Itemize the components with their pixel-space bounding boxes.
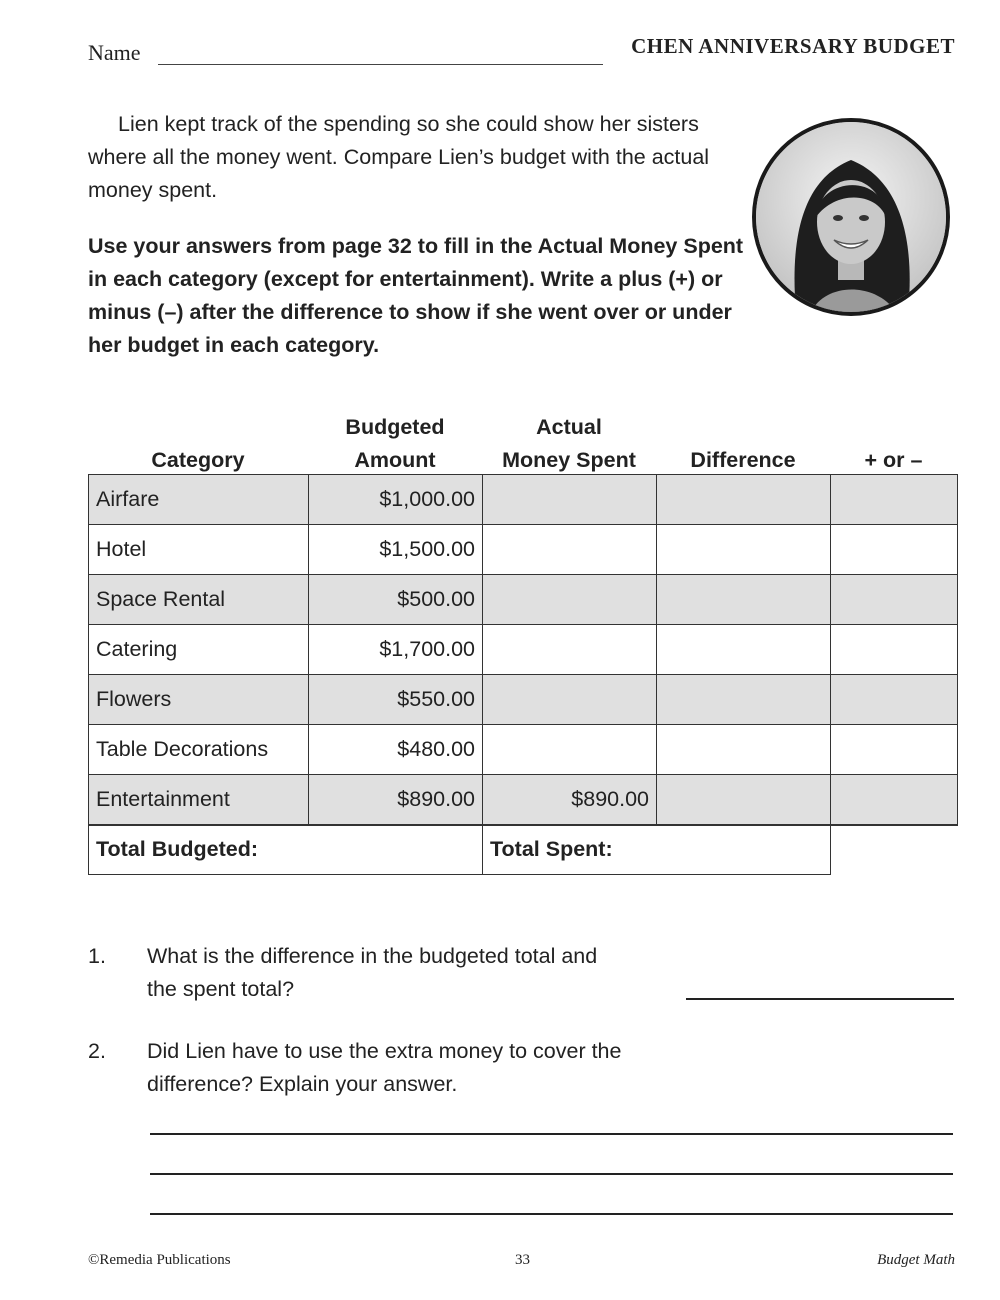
sign-cell[interactable]	[831, 575, 958, 625]
actual-cell[interactable]	[483, 625, 657, 675]
sign-cell[interactable]	[831, 525, 958, 575]
category-cell: Catering	[89, 625, 309, 675]
actual-cell[interactable]	[483, 475, 657, 525]
footer-page-number: 33	[515, 1252, 530, 1268]
difference-cell[interactable]	[657, 625, 831, 675]
table-row	[89, 675, 958, 725]
question-1-line2: the spent total?	[147, 977, 295, 1001]
budgeted-cell: $1,000.00	[309, 475, 483, 525]
category-cell: Entertainment	[89, 775, 309, 825]
sign-cell[interactable]	[831, 625, 958, 675]
actual-cell[interactable]	[483, 525, 657, 575]
difference-cell[interactable]	[657, 525, 831, 575]
header-difference: Difference	[690, 448, 796, 472]
answer-2-line-1[interactable]	[150, 1133, 953, 1135]
table-row	[89, 475, 958, 525]
empty-cell	[831, 825, 958, 875]
total-spent-cell[interactable]	[483, 825, 831, 875]
sign-cell[interactable]	[831, 475, 958, 525]
header-actual-line2: Money Spent	[502, 448, 636, 472]
woman-portrait-icon	[756, 122, 946, 312]
page-title: CHEN ANNIVERSARY BUDGET	[631, 34, 955, 58]
difference-cell[interactable]	[657, 725, 831, 775]
sign-cell[interactable]	[831, 675, 958, 725]
footer-publisher: ©Remedia Publications	[88, 1252, 231, 1268]
actual-cell[interactable]	[483, 725, 657, 775]
table-row	[89, 575, 958, 625]
category-cell: Airfare	[89, 475, 309, 525]
table-row	[89, 525, 958, 575]
answer-1-line[interactable]	[686, 998, 954, 1000]
table-row	[89, 775, 958, 825]
total-budgeted-cell[interactable]	[89, 825, 483, 875]
difference-cell[interactable]	[657, 475, 831, 525]
total-budgeted-label: Total Budgeted:	[96, 837, 259, 862]
question-1-number: 1.	[88, 944, 106, 968]
actual-cell[interactable]	[483, 675, 657, 725]
difference-cell[interactable]	[657, 575, 831, 625]
sign-cell[interactable]	[831, 775, 958, 825]
budgeted-cell: $1,700.00	[309, 625, 483, 675]
difference-cell[interactable]	[657, 775, 831, 825]
totals-row	[89, 825, 958, 875]
question-2-line1: Did Lien have to use the extra money to cover the	[147, 1039, 622, 1063]
header-sign: + or –	[864, 448, 923, 472]
budget-table	[88, 474, 958, 875]
name-input-line[interactable]	[158, 64, 603, 65]
category-cell: Flowers	[89, 675, 309, 725]
actual-cell: $890.00	[483, 775, 657, 825]
total-spent-label: Total Spent:	[490, 837, 613, 862]
budgeted-cell: $550.00	[309, 675, 483, 725]
sign-cell[interactable]	[831, 725, 958, 775]
answer-2-line-2[interactable]	[150, 1173, 953, 1175]
table-row	[89, 625, 958, 675]
question-2-number: 2.	[88, 1039, 106, 1063]
intro-paragraph	[88, 108, 748, 207]
table-row	[89, 725, 958, 775]
budgeted-cell: $1,500.00	[309, 525, 483, 575]
category-cell: Space Rental	[89, 575, 309, 625]
intro-text: Lien kept track of the spending so she could show her sisters where all the money went. Compare Lien’s budget with the actual money spent.	[88, 112, 710, 202]
category-cell: Table Decorations	[89, 725, 309, 775]
actual-cell[interactable]	[483, 575, 657, 625]
name-label: Name	[88, 40, 141, 65]
answer-2-line-3[interactable]	[150, 1213, 953, 1215]
budgeted-cell: $890.00	[309, 775, 483, 825]
question-1-line1: What is the difference in the budgeted total and	[147, 944, 598, 968]
budgeted-cell: $480.00	[309, 725, 483, 775]
budgeted-cell: $500.00	[309, 575, 483, 625]
question-2-line2: difference? Explain your answer.	[147, 1072, 458, 1096]
header-category: Category	[151, 448, 245, 472]
header-budgeted-line1: Budgeted	[345, 415, 445, 439]
category-cell: Hotel	[89, 525, 309, 575]
portrait-photo	[752, 118, 950, 316]
header-actual-line1: Actual	[536, 415, 602, 439]
instructions: Use your answers from page 32 to fill in the Actual Money Spent in each category (except for entertainment). Write a plus (+) or minus (–) after the difference to show if she went over or under her budget in each category.	[88, 234, 744, 357]
header-budgeted-line2: Amount	[354, 448, 436, 472]
footer-book-title: Budget Math	[877, 1252, 955, 1268]
difference-cell[interactable]	[657, 675, 831, 725]
